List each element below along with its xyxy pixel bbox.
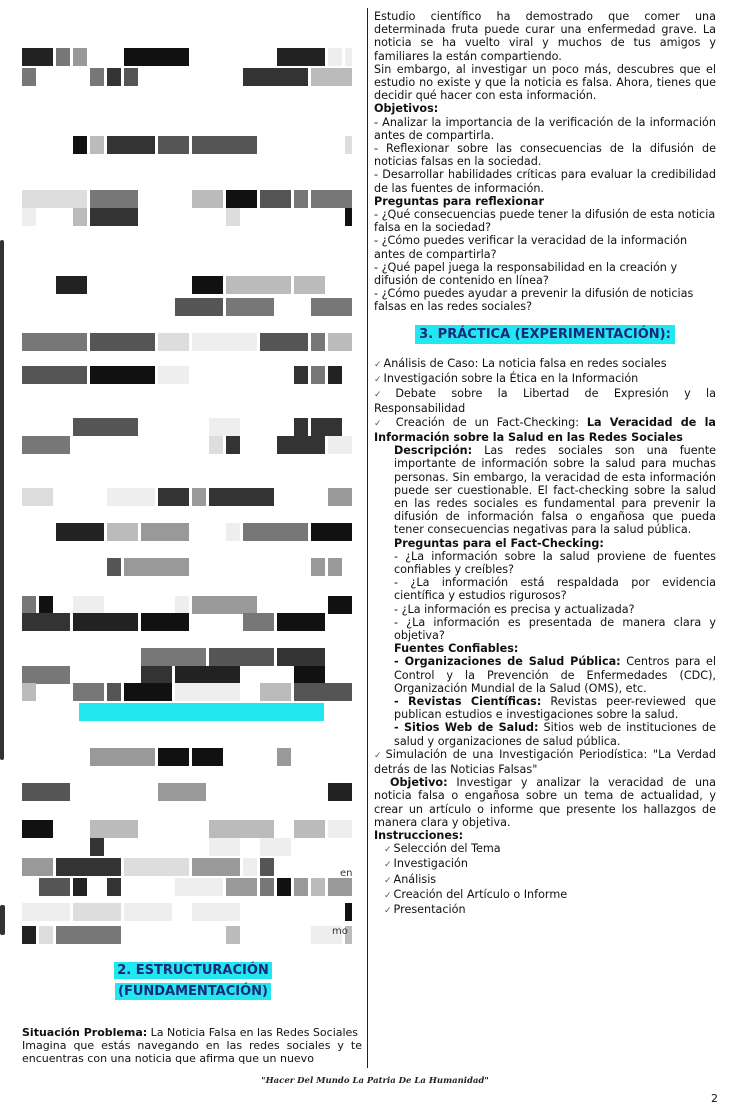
pixel-block bbox=[56, 523, 104, 541]
pixel-block bbox=[141, 523, 189, 541]
pixel-block bbox=[192, 136, 257, 154]
pixel-block bbox=[192, 333, 257, 351]
pixel-block bbox=[22, 666, 70, 684]
pixel-block bbox=[90, 136, 104, 154]
pixel-block bbox=[209, 820, 274, 838]
pixel-block bbox=[73, 136, 87, 154]
pixel-block bbox=[22, 613, 70, 631]
pixel-block bbox=[73, 208, 87, 226]
pixel-block bbox=[226, 523, 240, 541]
text-fragment: en bbox=[340, 868, 353, 879]
pixel-block bbox=[90, 190, 138, 208]
objectives-title: Objetivos: bbox=[374, 102, 439, 116]
factcheck-item bbox=[374, 416, 716, 444]
pixel-block bbox=[22, 858, 53, 876]
activity-item: ✓ Debate sobre la Libertad de Expresión y la Responsabilidad bbox=[374, 387, 716, 415]
pixel-block bbox=[277, 878, 291, 896]
pixel-block bbox=[226, 926, 240, 944]
pixel-block bbox=[328, 558, 342, 576]
pixel-block bbox=[90, 820, 138, 838]
pixel-block bbox=[56, 48, 70, 66]
pixel-block bbox=[175, 596, 189, 614]
pixel-block bbox=[260, 683, 291, 701]
instruction-item: ✓ Investigación bbox=[384, 857, 716, 872]
pixel-block bbox=[226, 190, 257, 208]
instructions-list bbox=[374, 842, 716, 918]
footer-motto: "Hacer Del Mundo La Patria De La Humanidad" bbox=[261, 1076, 489, 1086]
pixel-block bbox=[158, 748, 189, 766]
activity-item: ✓ Investigación sobre la Ética en la Información bbox=[374, 372, 716, 387]
pixel-block bbox=[345, 903, 352, 921]
simulation-item: ✓ Simulación de una Investigación Periodística: "La Verdad detrás de las Noticias Falsas" bbox=[374, 748, 716, 776]
pixel-block bbox=[345, 48, 352, 66]
pixel-block bbox=[107, 683, 121, 701]
pixel-block bbox=[294, 366, 308, 384]
pixel-block bbox=[22, 208, 36, 226]
fc-questions-title: Preguntas para el Fact-Checking: bbox=[394, 536, 604, 550]
pixel-block bbox=[243, 613, 274, 631]
pixel-block bbox=[311, 333, 325, 351]
pixel-block bbox=[294, 418, 308, 436]
instructions-title: Instrucciones: bbox=[374, 828, 464, 842]
pixel-block bbox=[158, 136, 189, 154]
intro-paragraph: Estudio científico ha demostrado que comer una determinada fruta puede curar una enfermedad grave. La noticia se ha vuelto viral y muchos de tus amigos y familiares la están compartiendo. bbox=[374, 10, 716, 63]
pixel-block bbox=[209, 418, 240, 436]
objective-item: - Desarrollar habilidades críticas para evaluar la credibilidad de las fuentes de información. bbox=[374, 168, 716, 195]
description-text: Las redes sociales son una fuente importante de información sobre la salud para muchas personas. Sin embargo, la veracidad de esta información puede ser cuestionable. El fact-checking sobre la salud en las redes sociales es fundamental para prevenir la difusión de información falsa o engañosa que pueda tener consecuencias negativas para la salud pública. bbox=[394, 444, 716, 537]
pixel-block bbox=[345, 208, 352, 226]
instruction-item: ✓ Análisis bbox=[384, 873, 716, 888]
right-column bbox=[374, 10, 716, 918]
pixel-block bbox=[22, 783, 70, 801]
activity-item: ✓ Análisis de Caso: La noticia falsa en redes sociales bbox=[374, 357, 716, 372]
pixel-block bbox=[226, 298, 274, 316]
source-item: - Revistas Científicas: Revistas peer-reviewed que publican estudios e investigaciones sobre la salud. bbox=[394, 694, 716, 722]
pixel-block bbox=[124, 68, 138, 86]
scan-edge-mark bbox=[0, 905, 5, 935]
pixel-block bbox=[124, 683, 172, 701]
pixel-block bbox=[175, 298, 223, 316]
page-number: 2 bbox=[711, 1092, 718, 1105]
pixel-block bbox=[22, 366, 87, 384]
pixel-block bbox=[124, 858, 189, 876]
pixel-block bbox=[39, 926, 53, 944]
pixel-block bbox=[311, 878, 325, 896]
pixel-block bbox=[311, 558, 325, 576]
situation-label: Situación Problema: bbox=[22, 1026, 148, 1039]
pixel-block bbox=[226, 436, 240, 454]
pixel-block bbox=[328, 820, 352, 838]
redacted-highlight-bar bbox=[79, 703, 324, 721]
pixel-block bbox=[158, 783, 206, 801]
objective-item: - Reflexionar sobre las consecuencias de la difusión de noticias falsas en la sociedad. bbox=[374, 142, 716, 169]
pixel-block bbox=[22, 333, 87, 351]
pixel-block bbox=[22, 48, 53, 66]
pixel-block bbox=[209, 488, 274, 506]
pixel-block bbox=[56, 276, 87, 294]
pixel-block bbox=[311, 68, 352, 86]
pixel-block bbox=[260, 858, 274, 876]
pixel-block bbox=[328, 596, 352, 614]
instruction-item: ✓ Creación del Artículo o Informe bbox=[384, 888, 716, 903]
pixel-block bbox=[56, 858, 121, 876]
pixel-block bbox=[39, 596, 53, 614]
pixel-block bbox=[328, 488, 352, 506]
pixel-block bbox=[22, 68, 36, 86]
pixel-block bbox=[175, 666, 240, 684]
factcheck-title: La Veracidad de la Información sobre la Salud en las Redes Sociales bbox=[374, 415, 716, 444]
pixel-block bbox=[107, 136, 155, 154]
pixel-block bbox=[294, 683, 352, 701]
fc-question-item: - ¿La información sobre la salud proviene de fuentes confiables y creíbles? bbox=[394, 549, 716, 576]
pixel-block bbox=[39, 878, 70, 896]
pixel-block bbox=[311, 523, 352, 541]
pixel-block bbox=[311, 418, 342, 436]
question-item: - ¿Qué consecuencias puede tener la difusión de esta noticia falsa en la sociedad? bbox=[374, 208, 716, 235]
pixel-block bbox=[277, 748, 291, 766]
fc-question-item: - ¿La información es presentada de manera clara y objetiva? bbox=[394, 615, 716, 642]
pixel-block bbox=[243, 68, 308, 86]
pixel-block bbox=[175, 683, 240, 701]
pixel-block bbox=[141, 666, 172, 684]
pixel-block bbox=[22, 683, 36, 701]
pixel-block bbox=[260, 333, 308, 351]
pixel-block bbox=[90, 748, 155, 766]
objective-text: Investigar y analizar la veracidad de una noticia falsa o engañosa sobre un tema de actualidad, y crear un artículo o informe que presente los hallazgos de manera clara y objetiva. bbox=[374, 776, 716, 829]
situation-title: La Noticia Falsa en las Redes Sociales bbox=[150, 1026, 359, 1039]
pixel-block bbox=[22, 190, 87, 208]
question-item: - ¿Cómo puedes ayudar a prevenir la difusión de noticias falsas en las redes sociales? bbox=[374, 287, 694, 314]
pixel-block bbox=[277, 648, 325, 666]
pixel-block bbox=[328, 783, 352, 801]
pixel-block bbox=[90, 208, 138, 226]
situation-text: Imagina que estás navegando en las redes sociales y te encuentras con una noticia que afirma que un nuevo bbox=[22, 1039, 362, 1065]
pixel-block bbox=[124, 48, 189, 66]
pixel-block bbox=[124, 903, 172, 921]
pixelated-redacted-content bbox=[22, 8, 358, 948]
pixel-block bbox=[73, 48, 87, 66]
pixel-block bbox=[192, 903, 240, 921]
pixel-block bbox=[192, 596, 257, 614]
pixel-block bbox=[192, 190, 223, 208]
pixel-block bbox=[226, 276, 291, 294]
section-heading-estructuracion: 2. ESTRUCTURACIÓN (FUNDAMENTACIÓN) bbox=[106, 960, 280, 1002]
situation-problem bbox=[22, 1026, 362, 1065]
pixel-block bbox=[260, 190, 291, 208]
pixel-block bbox=[73, 596, 104, 614]
section-heading-practica: 3. PRÁCTICA (EXPERIMENTACIÓN): bbox=[374, 328, 716, 341]
pixel-block bbox=[107, 558, 121, 576]
pixel-block bbox=[294, 878, 308, 896]
pixel-block bbox=[311, 190, 352, 208]
pixel-block bbox=[192, 858, 240, 876]
pixel-block bbox=[226, 208, 240, 226]
pixel-block bbox=[22, 488, 53, 506]
pixel-block bbox=[56, 926, 121, 944]
pixel-block bbox=[22, 596, 36, 614]
pixel-block bbox=[158, 333, 189, 351]
pixel-block bbox=[328, 333, 352, 351]
pixel-block bbox=[328, 436, 352, 454]
pixel-block bbox=[328, 878, 352, 896]
pixel-block bbox=[73, 683, 104, 701]
pixel-block bbox=[90, 333, 155, 351]
pixel-block bbox=[345, 136, 352, 154]
pixel-block bbox=[22, 820, 53, 838]
pixel-block bbox=[260, 838, 291, 856]
pixel-block bbox=[192, 748, 223, 766]
fc-question-item: - ¿La información es precisa y actualizada? bbox=[394, 602, 635, 616]
pixel-block bbox=[107, 488, 155, 506]
pixel-block bbox=[209, 648, 274, 666]
pixel-block bbox=[328, 48, 342, 66]
pixel-block bbox=[260, 878, 274, 896]
source-item: - Sitios Web de Salud: Sitios web de instituciones de salud y organizaciones de salud pública. bbox=[394, 721, 716, 748]
question-item: - ¿Cómo puedes verificar la veracidad de la información antes de compartirla? bbox=[374, 234, 688, 261]
description-label: Descripción: bbox=[394, 444, 473, 458]
pixel-block bbox=[294, 190, 308, 208]
question-item: - ¿Qué papel juega la responsabilidad en la creación y difusión de contenido en línea? bbox=[374, 260, 678, 288]
source-item: - Organizaciones de Salud Pública: Centros para el Control y la Prevención de Enfermedades (CDC), Organización Mundial de la Salud (OMS), etc. bbox=[394, 655, 716, 695]
pixel-block bbox=[209, 838, 240, 856]
pixel-block bbox=[175, 878, 223, 896]
pixel-block bbox=[22, 926, 36, 944]
pixel-block bbox=[294, 276, 325, 294]
pixel-block bbox=[294, 666, 325, 684]
scan-edge-mark bbox=[0, 240, 4, 760]
pixel-block bbox=[107, 523, 138, 541]
objective-item: - Analizar la importancia de la verificación de la información antes de compartirla. bbox=[374, 115, 716, 142]
pixel-block bbox=[90, 366, 155, 384]
pixel-block bbox=[294, 820, 325, 838]
text-fragment: mo bbox=[332, 926, 348, 937]
factcheck-details bbox=[374, 444, 716, 748]
pixel-block bbox=[328, 366, 342, 384]
pixel-block bbox=[277, 436, 325, 454]
pixel-block bbox=[22, 436, 70, 454]
pixel-block bbox=[243, 858, 257, 876]
fc-question-item: - ¿La información está respaldada por evidencia científica y estudios rigurosos? bbox=[394, 576, 716, 603]
objective-label: Objetivo: bbox=[390, 776, 448, 790]
pixel-block bbox=[141, 613, 189, 631]
pixel-block bbox=[73, 903, 121, 921]
pixel-block bbox=[158, 366, 189, 384]
pixel-block bbox=[311, 298, 352, 316]
pixel-block bbox=[209, 436, 223, 454]
pixel-block bbox=[107, 68, 121, 86]
pixel-block bbox=[158, 488, 189, 506]
left-column bbox=[22, 8, 362, 1068]
objective-paragraph bbox=[374, 776, 716, 829]
pixel-block bbox=[192, 276, 223, 294]
pixel-block bbox=[90, 838, 104, 856]
pixel-block bbox=[124, 558, 189, 576]
pixel-block bbox=[311, 366, 325, 384]
pixel-block bbox=[73, 613, 138, 631]
pixel-block bbox=[90, 68, 104, 86]
factcheck-lead: Creación de un Fact-Checking: bbox=[395, 415, 580, 429]
intro-paragraph-2: Sin embargo, al investigar un poco más, descubres que el estudio no existe y que la noticia es falsa. Ahora, tienes que decidir qué hacer con esta información. bbox=[374, 62, 716, 103]
pixel-block bbox=[192, 488, 206, 506]
pixel-block bbox=[107, 878, 121, 896]
instruction-item: ✓ Presentación bbox=[384, 903, 716, 918]
pixel-block bbox=[226, 878, 257, 896]
questions-title: Preguntas para reflexionar bbox=[374, 194, 544, 208]
pixel-block bbox=[73, 418, 138, 436]
pixel-block bbox=[22, 903, 70, 921]
column-divider bbox=[367, 8, 368, 1068]
pixel-block bbox=[243, 523, 308, 541]
pixel-block bbox=[277, 48, 325, 66]
pixel-block bbox=[277, 613, 325, 631]
pixel-block bbox=[141, 648, 206, 666]
pixel-block bbox=[73, 878, 87, 896]
sources-title: Fuentes Confiables: bbox=[394, 642, 519, 656]
instruction-item: ✓ Selección del Tema bbox=[384, 842, 716, 857]
